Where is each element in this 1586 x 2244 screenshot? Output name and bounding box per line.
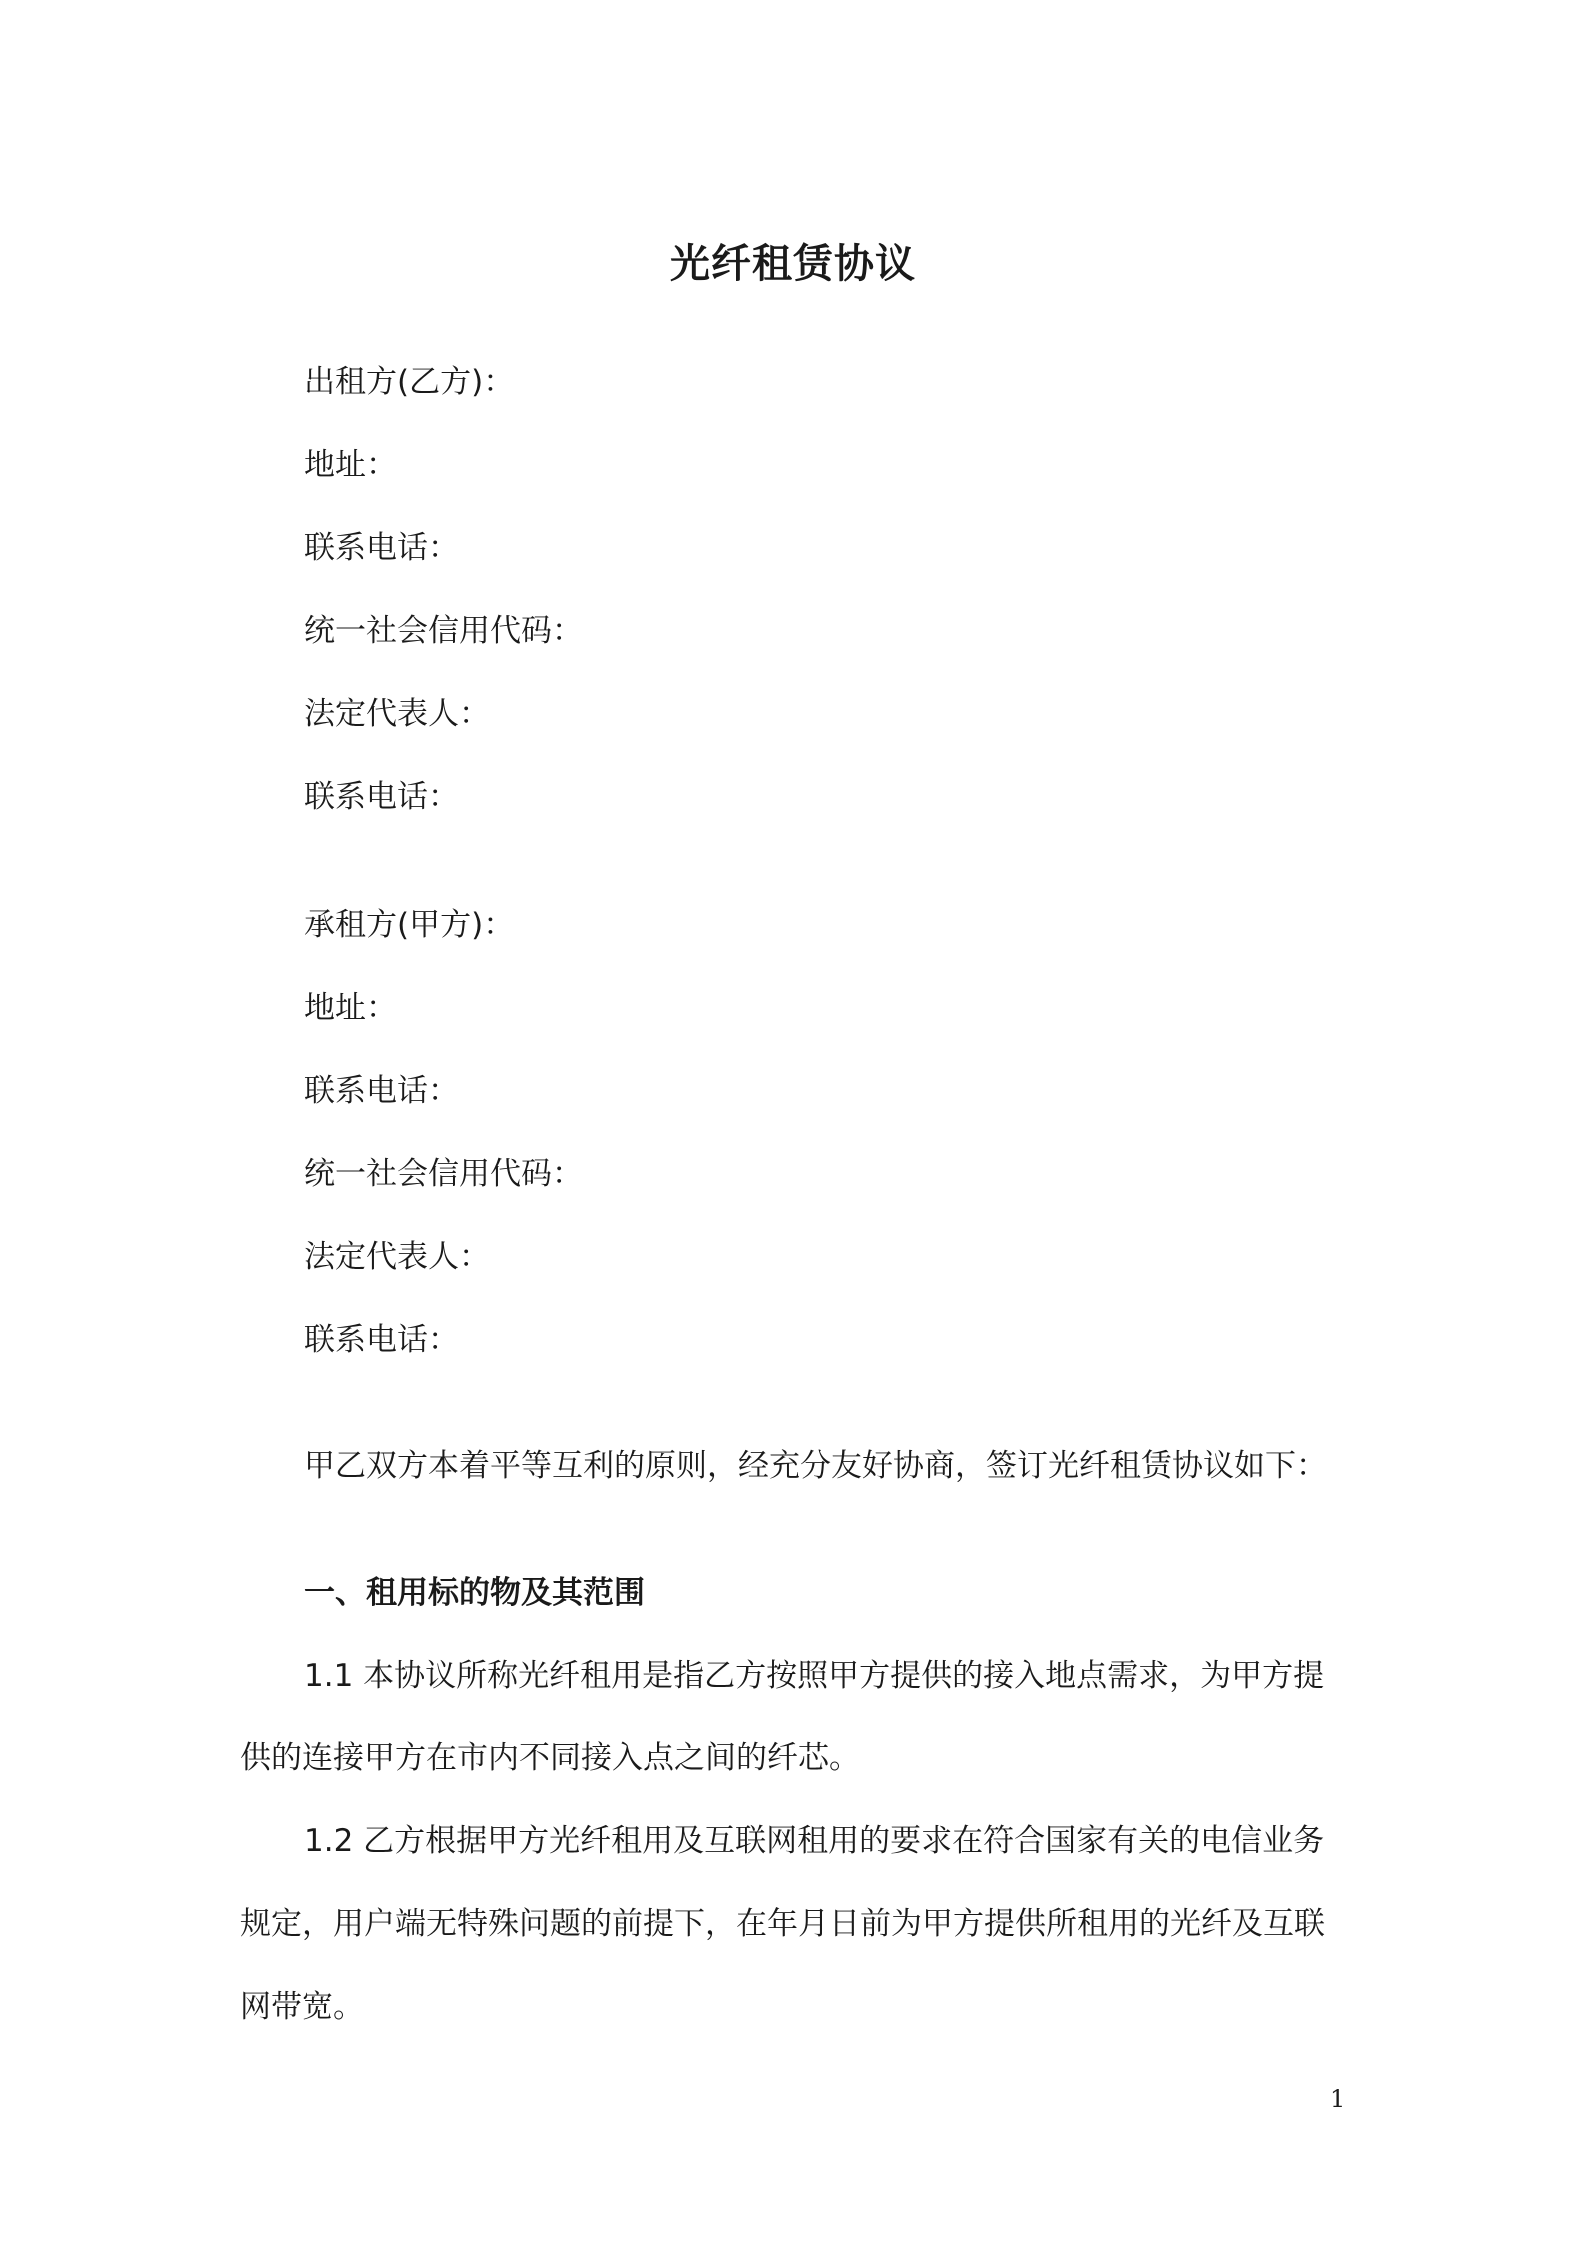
section-1-heading: 一、租用标的物及其范围	[304, 1575, 645, 1611]
intro-paragraph: 甲乙双方本着平等互利的原则，经充分友好协商，签订光纤租赁协议如下：	[304, 1448, 1327, 1484]
lessor-credit-code: 统一社会信用代码：	[304, 613, 583, 649]
lessee-phone: 联系电话：	[304, 1073, 459, 1109]
lessor-phone: 联系电话：	[304, 530, 459, 566]
clause-1-2-line-2: 规定，用户端无特殊问题的前提下，在年月日前为甲方提供所租用的光纤及互联	[240, 1906, 1325, 1942]
clause-1-1-line-1: 1.1 本协议所称光纤租用是指乙方按照甲方提供的接入地点需求，为甲方提	[304, 1658, 1325, 1694]
clause-1-1-line-2: 供的连接甲方在市内不同接入点之间的纤芯。	[240, 1740, 860, 1776]
lessor-label: 出租方(乙方)：	[304, 364, 515, 400]
document-title: 光纤租赁协议	[670, 241, 916, 287]
lessee-phone-2: 联系电话：	[304, 1322, 459, 1358]
page-number: 1	[1330, 2085, 1346, 2113]
clause-1-2-line-3: 网带宽。	[240, 1989, 364, 2025]
lessee-legal-rep: 法定代表人：	[304, 1239, 490, 1275]
lessee-label: 承租方(甲方)：	[304, 907, 515, 943]
lessor-address: 地址：	[304, 447, 397, 483]
lessor-phone-2: 联系电话：	[304, 779, 459, 815]
lessee-address: 地址：	[304, 990, 397, 1026]
lessor-legal-rep: 法定代表人：	[304, 696, 490, 732]
clause-1-2-line-1: 1.2 乙方根据甲方光纤租用及互联网租用的要求在符合国家有关的电信业务	[304, 1823, 1325, 1859]
lessee-credit-code: 统一社会信用代码：	[304, 1156, 583, 1192]
